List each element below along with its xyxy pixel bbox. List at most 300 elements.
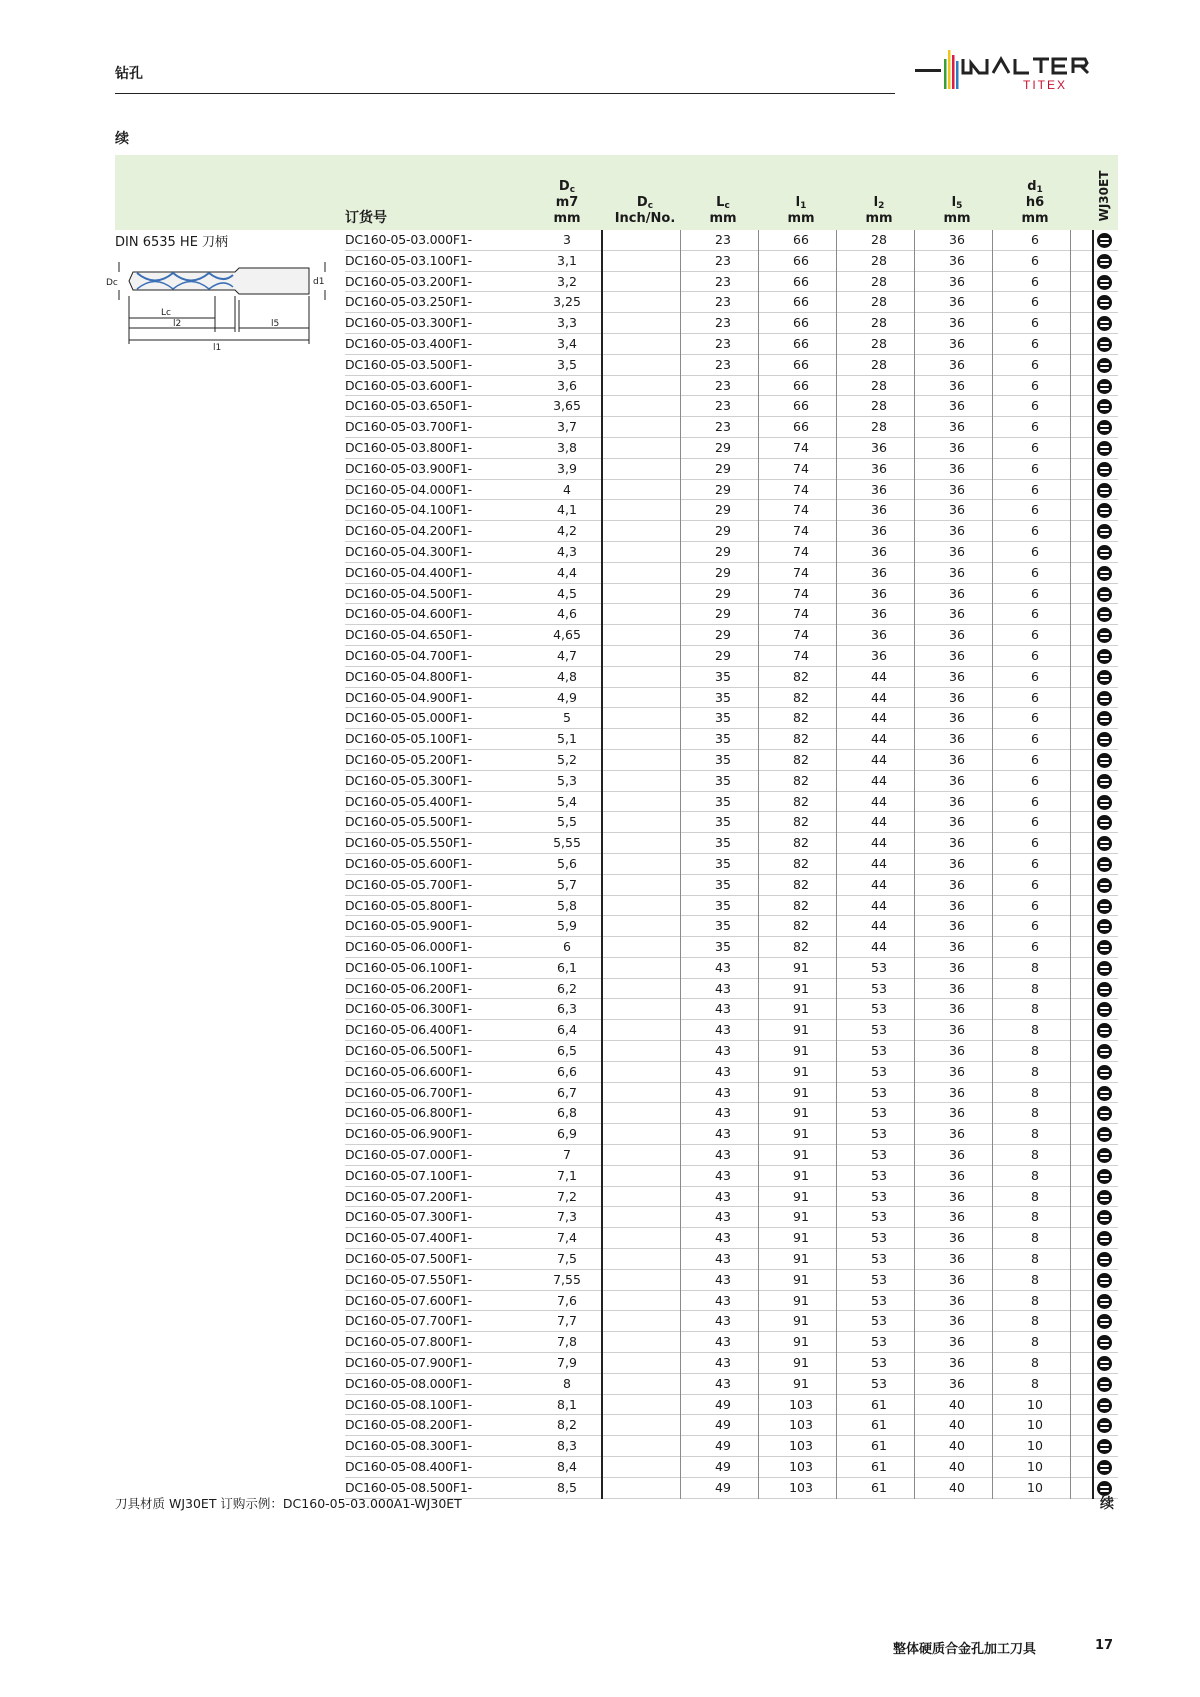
l1-cell: 74 <box>793 481 809 497</box>
lc-cell: 35 <box>715 689 731 705</box>
lc-cell: 23 <box>715 335 731 351</box>
dc-cell: 5,3 <box>557 772 577 788</box>
stock-availability-icon <box>1097 441 1112 456</box>
dc-cell: 8,4 <box>557 1459 577 1475</box>
dc-cell: 4,7 <box>557 647 577 663</box>
stock-availability-icon <box>1097 795 1112 810</box>
table-row <box>115 625 1118 646</box>
d1-cell: 6 <box>1031 439 1039 455</box>
table-row <box>115 1145 1118 1166</box>
order-number-cell: DC160-05-07.200F1- <box>345 1188 472 1204</box>
l2-cell: 53 <box>871 1105 887 1121</box>
table-row <box>115 417 1118 438</box>
grade-availability-cell <box>1093 1311 1115 1332</box>
stock-availability-icon <box>1097 1169 1112 1184</box>
l2-dim-label: l2 <box>173 319 182 329</box>
order-number-cell: DC160-05-06.400F1- <box>345 1022 472 1038</box>
order-number-cell: DC160-05-05.900F1- <box>345 918 472 934</box>
grade-availability-cell <box>1093 1020 1115 1041</box>
lc-cell: 35 <box>715 835 731 851</box>
grade-availability-cell <box>1093 854 1115 875</box>
l1-cell: 91 <box>793 1084 809 1100</box>
l5-cell: 36 <box>949 502 965 518</box>
l5-cell: 40 <box>949 1438 965 1454</box>
grade-availability-cell <box>1093 438 1115 459</box>
dc-cell: 4,4 <box>557 564 577 580</box>
dc-cell: 7 <box>563 1147 571 1163</box>
table-row <box>115 459 1118 480</box>
l5-cell: 36 <box>949 606 965 622</box>
d1-cell: 8 <box>1031 959 1039 975</box>
document-title: 整体硬质合金孔加工刀具 <box>893 1642 1037 1657</box>
lc-cell: 43 <box>715 980 731 996</box>
l1-cell: 91 <box>793 1209 809 1225</box>
d1-dim-label: d1 <box>313 277 325 287</box>
order-number-cell: DC160-05-07.900F1- <box>345 1355 472 1371</box>
table-row <box>115 646 1118 667</box>
l1-cell: 82 <box>793 876 809 892</box>
lc-cell: 23 <box>715 398 731 414</box>
stock-availability-icon <box>1097 1314 1112 1329</box>
d1-cell: 6 <box>1031 252 1039 268</box>
header-dc-inch: $D_c$ Inch/No. <box>614 195 676 226</box>
d1-cell: 8 <box>1031 1230 1039 1246</box>
l2-cell: 53 <box>871 1292 887 1308</box>
grade-availability-cell <box>1093 292 1115 313</box>
grade-availability-cell <box>1093 1166 1115 1187</box>
l5-cell: 36 <box>949 1105 965 1121</box>
grade-availability-cell <box>1093 1145 1115 1166</box>
dc-cell: 7,6 <box>557 1292 577 1308</box>
lc-cell: 35 <box>715 710 731 726</box>
d1-cell: 6 <box>1031 523 1039 539</box>
d1-cell: 8 <box>1031 980 1039 996</box>
dc-cell: 5,2 <box>557 751 577 767</box>
stock-availability-icon <box>1097 566 1112 581</box>
dc-cell: 5,1 <box>557 731 577 747</box>
product-table <box>115 155 1118 1499</box>
l1-dim-label: l1 <box>213 343 222 353</box>
l2-cell: 53 <box>871 1188 887 1204</box>
l5-cell: 36 <box>949 835 965 851</box>
grade-availability-cell <box>1093 771 1115 792</box>
stock-availability-icon <box>1097 1398 1112 1413</box>
grade-availability-cell <box>1093 1041 1115 1062</box>
logo-titex-text: TITEX <box>1023 78 1068 92</box>
dc-cell: 6,2 <box>557 980 577 996</box>
grade-availability-cell <box>1093 875 1115 896</box>
shank-label: DIN 6535 HE 刀柄 <box>115 235 229 250</box>
l1-cell: 66 <box>793 335 809 351</box>
d1-cell: 8 <box>1031 1043 1039 1059</box>
l2-cell: 36 <box>871 647 887 663</box>
l1-cell: 82 <box>793 751 809 767</box>
l5-cell: 36 <box>949 959 965 975</box>
l2-cell: 53 <box>871 1063 887 1079</box>
stock-availability-icon <box>1097 1439 1112 1454</box>
table-row <box>115 833 1118 854</box>
order-number-cell: DC160-05-04.600F1- <box>345 606 472 622</box>
l1-cell: 91 <box>793 1043 809 1059</box>
l2-cell: 53 <box>871 1084 887 1100</box>
stock-availability-icon <box>1097 919 1112 934</box>
stock-availability-icon <box>1097 1356 1112 1371</box>
lc-cell: 29 <box>715 647 731 663</box>
d1-cell: 8 <box>1031 1063 1039 1079</box>
table-row <box>115 1187 1118 1208</box>
l1-cell: 74 <box>793 585 809 601</box>
stock-availability-icon <box>1097 711 1112 726</box>
lc-cell: 29 <box>715 502 731 518</box>
dc-cell: 4,2 <box>557 523 577 539</box>
d1-cell: 8 <box>1031 1334 1039 1350</box>
dc-cell: 4,8 <box>557 668 577 684</box>
grade-availability-cell <box>1093 563 1115 584</box>
dc-cell: 6,7 <box>557 1084 577 1100</box>
table-row <box>115 334 1118 355</box>
l1-cell: 91 <box>793 1126 809 1142</box>
d1-cell: 8 <box>1031 1147 1039 1163</box>
l2-cell: 61 <box>871 1396 887 1412</box>
lc-cell: 43 <box>715 1313 731 1329</box>
table-row <box>115 771 1118 792</box>
l2-cell: 44 <box>871 751 887 767</box>
order-number-cell: DC160-05-07.550F1- <box>345 1271 472 1287</box>
table-row <box>115 1374 1118 1395</box>
l5-cell: 36 <box>949 1251 965 1267</box>
table-row <box>115 438 1118 459</box>
l5-cell: 36 <box>949 710 965 726</box>
stock-availability-icon <box>1097 462 1112 477</box>
lc-cell: 43 <box>715 1334 731 1350</box>
order-number-cell: DC160-05-04.900F1- <box>345 689 472 705</box>
stock-availability-icon <box>1097 857 1112 872</box>
table-row <box>115 896 1118 917</box>
stock-availability-icon <box>1097 316 1112 331</box>
stock-availability-icon <box>1097 628 1112 643</box>
l2-cell: 53 <box>871 1001 887 1017</box>
l2-cell: 28 <box>871 252 887 268</box>
l5-cell: 36 <box>949 1334 965 1350</box>
lc-cell: 43 <box>715 1230 731 1246</box>
order-number-cell: DC160-05-04.500F1- <box>345 585 472 601</box>
column-divider <box>914 230 915 1499</box>
order-number-cell: DC160-05-03.700F1- <box>345 419 472 435</box>
l2-cell: 36 <box>871 502 887 518</box>
d1-cell: 6 <box>1031 668 1039 684</box>
l2-cell: 28 <box>871 273 887 289</box>
dc-cell: 6,8 <box>557 1105 577 1121</box>
l2-cell: 53 <box>871 1043 887 1059</box>
stock-availability-icon <box>1097 420 1112 435</box>
stock-availability-icon <box>1097 1273 1112 1288</box>
order-number-cell: DC160-05-07.500F1- <box>345 1251 472 1267</box>
l2-cell: 36 <box>871 439 887 455</box>
dc-cell: 5,6 <box>557 855 577 871</box>
l1-cell: 91 <box>793 1147 809 1163</box>
l1-cell: 91 <box>793 959 809 975</box>
grade-availability-cell <box>1093 958 1115 979</box>
l1-cell: 74 <box>793 627 809 643</box>
stock-availability-icon <box>1097 940 1112 955</box>
dc-cell: 6,5 <box>557 1043 577 1059</box>
l1-cell: 91 <box>793 1063 809 1079</box>
lc-cell: 23 <box>715 356 731 372</box>
order-number-cell: DC160-05-07.100F1- <box>345 1167 472 1183</box>
l5-cell: 36 <box>949 335 965 351</box>
d1-cell: 6 <box>1031 419 1039 435</box>
d1-cell: 10 <box>1027 1459 1043 1475</box>
lc-cell: 43 <box>715 1022 731 1038</box>
order-number-cell: DC160-05-03.600F1- <box>345 377 472 393</box>
l5-cell: 36 <box>949 1313 965 1329</box>
grade-availability-cell <box>1093 500 1115 521</box>
l5-cell: 36 <box>949 793 965 809</box>
l2-cell: 44 <box>871 835 887 851</box>
lc-cell: 43 <box>715 1126 731 1142</box>
stock-availability-icon <box>1097 254 1112 269</box>
header-divider <box>115 93 895 94</box>
l1-cell: 66 <box>793 273 809 289</box>
table-row <box>115 875 1118 896</box>
table-header <box>115 155 1118 230</box>
grade-availability-cell <box>1093 729 1115 750</box>
table-row <box>115 1332 1118 1353</box>
lc-cell: 29 <box>715 564 731 580</box>
dc-cell: 7,55 <box>553 1271 581 1287</box>
l5-cell: 36 <box>949 772 965 788</box>
stock-availability-icon <box>1097 1418 1112 1433</box>
d1-cell: 8 <box>1031 1001 1039 1017</box>
stock-availability-icon <box>1097 1252 1112 1267</box>
l1-cell: 91 <box>793 1271 809 1287</box>
order-number-cell: DC160-05-06.200F1- <box>345 980 472 996</box>
l1-cell: 82 <box>793 939 809 955</box>
l2-cell: 28 <box>871 398 887 414</box>
grade-availability-cell <box>1093 1083 1115 1104</box>
table-row <box>115 396 1118 417</box>
l2-cell: 53 <box>871 1209 887 1225</box>
dc-cell: 7,7 <box>557 1313 577 1329</box>
l1-cell: 66 <box>793 232 809 247</box>
l1-cell: 91 <box>793 1251 809 1267</box>
order-number-cell: DC160-05-04.300F1- <box>345 543 472 559</box>
l5-cell: 36 <box>949 1375 965 1391</box>
section-title: 钻孔 <box>115 66 143 82</box>
l1-cell: 103 <box>789 1438 813 1454</box>
grade-availability-cell <box>1093 750 1115 771</box>
stock-availability-icon <box>1097 815 1112 830</box>
grade-availability-cell <box>1093 625 1115 646</box>
lc-cell: 43 <box>715 1147 731 1163</box>
lc-cell: 43 <box>715 1188 731 1204</box>
stock-availability-icon <box>1097 295 1112 310</box>
lc-cell: 43 <box>715 1375 731 1391</box>
l2-cell: 53 <box>871 1355 887 1371</box>
lc-cell: 35 <box>715 731 731 747</box>
order-number-cell: DC160-05-05.550F1- <box>345 835 472 851</box>
dc-cell: 3,2 <box>557 273 577 289</box>
table-row <box>115 1020 1118 1041</box>
dc-cell: 3,25 <box>553 294 581 310</box>
table-row <box>115 1291 1118 1312</box>
l5-dim-label: l5 <box>271 319 280 329</box>
d1-cell: 6 <box>1031 814 1039 830</box>
order-number-cell: DC160-05-06.300F1- <box>345 1001 472 1017</box>
l5-cell: 36 <box>949 315 965 331</box>
dc-cell: 7,9 <box>557 1355 577 1371</box>
l1-cell: 91 <box>793 1375 809 1391</box>
lc-cell: 43 <box>715 1043 731 1059</box>
order-number-cell: DC160-05-05.000F1- <box>345 710 472 726</box>
l5-cell: 36 <box>949 1292 965 1308</box>
table-row <box>115 521 1118 542</box>
table-row <box>115 376 1118 397</box>
dc-cell: 6,4 <box>557 1022 577 1038</box>
l5-cell: 36 <box>949 377 965 393</box>
l2-cell: 44 <box>871 918 887 934</box>
lc-cell: 43 <box>715 1292 731 1308</box>
table-row <box>115 1228 1118 1249</box>
l2-cell: 53 <box>871 1313 887 1329</box>
order-number-cell: DC160-05-03.900F1- <box>345 460 472 476</box>
lc-cell: 43 <box>715 1105 731 1121</box>
l2-cell: 53 <box>871 1167 887 1183</box>
order-number-cell: DC160-05-07.000F1- <box>345 1147 472 1163</box>
column-divider <box>758 230 759 1499</box>
dc-cell: 8,1 <box>557 1396 577 1412</box>
stock-availability-icon <box>1097 753 1112 768</box>
d1-cell: 8 <box>1031 1271 1039 1287</box>
stock-availability-icon <box>1097 483 1112 498</box>
stock-availability-icon <box>1097 358 1112 373</box>
lc-cell: 29 <box>715 439 731 455</box>
l5-cell: 36 <box>949 1147 965 1163</box>
stock-availability-icon <box>1097 982 1112 997</box>
grade-availability-cell <box>1093 1207 1115 1228</box>
dc-cell: 5,4 <box>557 793 577 809</box>
grade-availability-cell <box>1093 480 1115 501</box>
stock-availability-icon <box>1097 1294 1112 1309</box>
lc-cell: 29 <box>715 543 731 559</box>
order-number-cell: DC160-05-06.900F1- <box>345 1126 472 1142</box>
table-row <box>115 1415 1118 1436</box>
l2-cell: 36 <box>871 523 887 539</box>
lc-cell: 35 <box>715 668 731 684</box>
table-row <box>115 688 1118 709</box>
l5-cell: 36 <box>949 1126 965 1142</box>
table-row <box>115 667 1118 688</box>
l1-cell: 74 <box>793 564 809 580</box>
header-l5: $l_5$ mm <box>943 195 971 226</box>
lc-cell: 29 <box>715 606 731 622</box>
lc-cell: 43 <box>715 1251 731 1267</box>
grade-availability-cell <box>1093 833 1115 854</box>
l5-cell: 36 <box>949 814 965 830</box>
d1-cell: 6 <box>1031 751 1039 767</box>
order-number-cell: DC160-05-03.250F1- <box>345 294 472 310</box>
lc-cell: 35 <box>715 793 731 809</box>
grade-availability-cell <box>1093 313 1115 334</box>
grade-availability-cell <box>1093 1103 1115 1124</box>
l1-cell: 91 <box>793 1105 809 1121</box>
order-number-cell: DC160-05-03.400F1- <box>345 335 472 351</box>
d1-cell: 6 <box>1031 606 1039 622</box>
table-row <box>115 1124 1118 1145</box>
stock-availability-icon <box>1097 1210 1112 1225</box>
l5-cell: 36 <box>949 668 965 684</box>
d1-cell: 8 <box>1031 1292 1039 1308</box>
grade-availability-cell <box>1093 521 1115 542</box>
l2-cell: 53 <box>871 980 887 996</box>
order-number-cell: DC160-05-04.700F1- <box>345 647 472 663</box>
header-dc-m7: $D_c$ m7 mm <box>553 179 581 226</box>
l5-cell: 36 <box>949 1188 965 1204</box>
l1-cell: 66 <box>793 315 809 331</box>
order-number-cell: DC160-05-05.700F1- <box>345 876 472 892</box>
grade-availability-cell <box>1093 979 1115 1000</box>
l1-cell: 82 <box>793 668 809 684</box>
order-number-cell: DC160-05-06.700F1- <box>345 1084 472 1100</box>
stock-availability-icon <box>1097 1335 1112 1350</box>
d1-cell: 8 <box>1031 1022 1039 1038</box>
d1-cell: 10 <box>1027 1438 1043 1454</box>
table-row <box>115 1083 1118 1104</box>
l2-cell: 61 <box>871 1438 887 1454</box>
dc-cell: 7,5 <box>557 1251 577 1267</box>
dc-cell: 5,55 <box>553 835 581 851</box>
l1-cell: 91 <box>793 980 809 996</box>
l2-cell: 44 <box>871 814 887 830</box>
dc-cell: 8,3 <box>557 1438 577 1454</box>
l5-cell: 36 <box>949 1001 965 1017</box>
table-row <box>115 1457 1118 1478</box>
l2-cell: 53 <box>871 1375 887 1391</box>
stock-availability-icon <box>1097 670 1112 685</box>
l2-cell: 44 <box>871 772 887 788</box>
dc-cell: 5,9 <box>557 918 577 934</box>
order-number-cell: DC160-05-07.600F1- <box>345 1292 472 1308</box>
l5-cell: 36 <box>949 1063 965 1079</box>
l2-cell: 44 <box>871 876 887 892</box>
table-row <box>115 604 1118 625</box>
order-number-cell: DC160-05-04.100F1- <box>345 502 472 518</box>
stock-availability-icon <box>1097 774 1112 789</box>
d1-cell: 6 <box>1031 335 1039 351</box>
order-number-cell: DC160-05-08.400F1- <box>345 1459 472 1475</box>
dc-cell: 3,7 <box>557 419 577 435</box>
column-divider <box>680 230 681 1499</box>
dc-cell: 6,6 <box>557 1063 577 1079</box>
l2-cell: 53 <box>871 1271 887 1287</box>
d1-cell: 6 <box>1031 772 1039 788</box>
d1-cell: 6 <box>1031 294 1039 310</box>
grade-availability-cell <box>1093 896 1115 917</box>
lc-cell: 43 <box>715 1001 731 1017</box>
d1-cell: 6 <box>1031 793 1039 809</box>
l5-cell: 36 <box>949 273 965 289</box>
grade-availability-cell <box>1093 1291 1115 1312</box>
grade-availability-cell <box>1093 1270 1115 1291</box>
column-divider <box>1092 230 1094 1499</box>
dc-cell: 5 <box>563 710 571 726</box>
l2-cell: 36 <box>871 481 887 497</box>
d1-cell: 6 <box>1031 897 1039 913</box>
header-l2: $l_2$ mm <box>865 195 893 226</box>
l1-cell: 91 <box>793 1313 809 1329</box>
stock-availability-icon <box>1097 1086 1112 1101</box>
order-number-cell: DC160-05-03.200F1- <box>345 273 472 289</box>
